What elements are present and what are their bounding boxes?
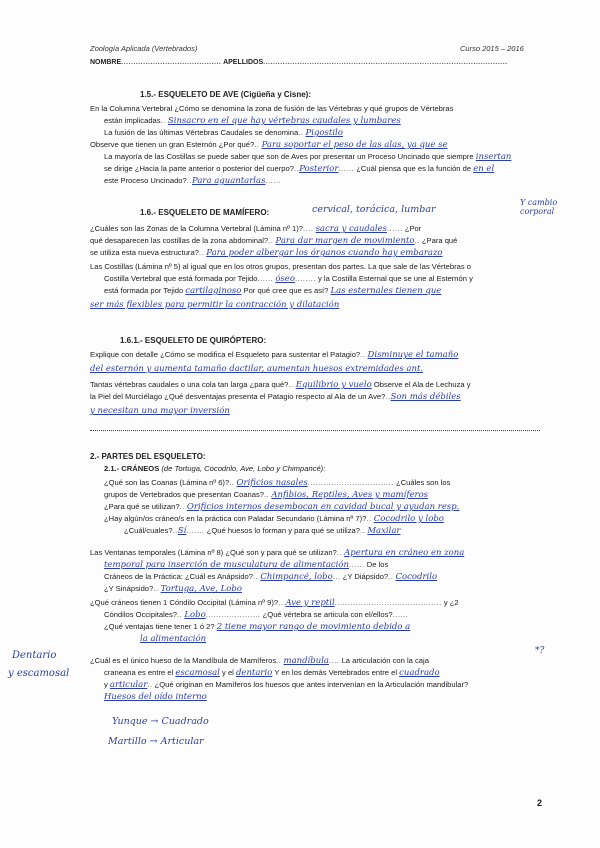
answer-2-2: Anfibios, Reptiles, Aves y mamíferos [271,490,429,500]
answer-1-5-1: Sinsacro en el que hay vértebras caudales y lumbares [167,116,401,126]
answer-2-3: Orificios internos desembocan en cavidad bucal y ayudan resp. [186,502,460,512]
answer-1-6-1-1: Disminuye el tamaño [367,350,459,360]
answer-1-6-6: cartilaginoso [185,286,242,296]
note-martillo: Martillo → Articular [108,736,204,747]
section-1-6-title: 1.6.- ESQUELETO DE MAMÍFERO: [140,208,270,217]
answer-2-15: escamosal [175,668,220,678]
margin-note-dentario: Dentario [12,650,57,661]
answer-1-6-1-5: y necesitan una mayor inversión [90,406,230,416]
q-1-6-1-5 [90,406,230,416]
answer-2-4: Cocodrilo y lobo [373,514,444,524]
answer-1-5-2: Pigostilo [305,128,343,138]
answer-1-6-1-4: Son más débiles [390,392,461,402]
q-2-5: ¿Cuál/cuales?..Sí....... ¿Qué huesos lo forman y para qué se utiliza?.. Maxilar [124,526,401,536]
q-1-6-7 [90,300,339,310]
q-1-6-4: Las Costillas (Lámina nº 5) al igual que en los otros grupos, presentan dos partes. La que sale de las Vértebras o [90,262,471,271]
q-1-6-5: Costilla Vertebral que está formada por Tejido...... óseo........ y la Costilla Esternal que se une al Esternón y [104,274,473,284]
answer-1-5-5: Posterior [299,164,339,174]
margin-note-escamosal: y escamosal [8,668,70,679]
answer-1-6-6b: Las esternales tienen que [330,286,442,296]
answer-2-16: articular [109,680,148,690]
q-1-6-6: está formada por Tejido cartilaginoso Por qué cree que es así? Las esternales tienen que [104,286,442,296]
answer-2-8b: Cocodrilo [395,572,438,582]
q-2-15: craneana es entre el escamosal y el dentario Y en los demás Vertebrados entre el cuadrado [104,668,440,678]
answer-2-6: Apertura en cráneo en zona [344,548,465,558]
answer-2-5: Sí [177,526,187,536]
answer-2-7: temporal para inserción de musculatura de alimentación [104,560,349,570]
q-2-16: y articular.. ¿Qué originan en Mamíferos los huesos que antes intervenían en la Articulación mandibular? [104,680,469,690]
answer-2-8: Chimpancé, lobo [260,572,333,582]
q-1-5-4: La mayoría de las Costillas se puede saber que son de Aves por presentar un Proceso Uncinado que siempre insertan [104,152,512,162]
section-2-title: 2.- PARTES DEL ESQUELETO: [90,452,206,461]
q-2-11: Cóndilos Occipitales?.. Lobo..................... ¿Qué vértebra se articula con el/ellos?...... [104,610,409,620]
surname-label: APELLIDOS [223,59,264,66]
q-2-2: grupos de Vertebrados que presentan Coanas?.. Anfibios, Reptiles, Aves y mamíferos [104,490,429,500]
q-2-8: Cráneos de la Práctica: ¿Cuál es Anápsido?.. Chimpancé, lobo... ¿Y Diápsido?.. Cocodrilo [104,572,438,582]
q-2-12: ¿Qué ventajas tiene tener 1 ó 2? 2 tiene mayor rango de movimiento debido a [104,622,411,632]
q-1-6-1-4: la Piel del Murciélago ¿Qué desventajas presenta el Patagio respecto al Ala de un Ave?..Son más débiles [90,392,461,402]
q-1-5-1: En la Columna Vertebral ¿Cómo se denomina la zona de fusión de las Vértebras y qué grupos de Vértebras [90,104,454,113]
q-1-6-3: se utiliza esta nueva estructura?.. Para poder albergar los órganos cuando hay embarazo [90,248,443,258]
answer-2-5b: Maxilar [367,526,401,536]
answer-1-6-0: cervical, torácica, lumbar [312,204,436,215]
answer-2-17: Huesos del oído interno [104,692,207,702]
answer-2-12: 2 tiene mayor rango de movimiento debido a [216,622,411,632]
q-1-6-1-2 [90,364,423,374]
answer-2-1: Orificios nasales [236,478,308,488]
q-1-6-2: qué desaparecen las costillas de la zona abdominal?.. Para dar margen de movimiento.. ¿Para qué [90,236,458,246]
section-2-1-title: 2.1.- CRÁNEOS (de Tortuga, Cocodrilo, Ave, Lobo y Chimpancé): [104,464,326,473]
q-2-6: Las Ventanas temporales (Lámina nº 8) ¿Qué son y para qué se utilizan?.. Apertura en cráneo en zona [90,548,465,558]
separator-line [90,430,540,431]
course-subject: Zoología Aplicada (Vertebrados) [90,44,198,53]
q-1-5-3: Observe que tienen un gran Esternón ¿Por qué?.. Para soportar el peso de las alas, ya que se [90,140,448,150]
answer-1-6-7: ser más flexibles para permitir la contracción y dilatación [90,300,340,310]
q-2-10: ¿Qué cráneos tienen 1 Cóndilo Occipital (Lámina nº 9)?.. Ave y reptil......................................... y ¿2 [90,598,459,608]
q-1-5-1b: están implicadas.. Sinsacro en el que hay vértebras caudales y lumbares [104,116,401,126]
name-label: NOMBRE [90,59,122,66]
q-1-6-1: ¿Cuáles son las Zonas de la Columna Vertebral (Lámina nº 1)?.... sacra y caudales...... ¿Por [90,224,422,234]
q-2-1: ¿Qué son las Coanas (Lámina nº 6)?.. Orificios nasales................................. ¿Cuáles son los [104,478,451,488]
q-2-13 [140,634,206,644]
section-1-6-1-title: 1.6.1.- ESQUELETO DE QUIRÓPTERO: [120,336,267,345]
q-1-5-6: este Proceso Uncinado?..Para aguantarlas...... [104,176,282,186]
q-2-7: temporal para inserción de musculatura de alimentación...... De los [104,560,389,570]
answer-2-11: Lobo [184,610,206,620]
q-1-5-2: La fusión de las últimas Vértebras Caudales se denomina.. Pigostilo [104,128,343,138]
q-1-6-1-1: Explique con detalle ¿Cómo se modifica el Esqueleto para sustentar el Patagio?.. Disminuye el tamaño [90,350,459,360]
answer-2-13: la alimentación [140,634,207,644]
answer-1-6-2: Para dar margen de movimiento [275,236,415,246]
course-year: Curso 2015 – 2016 [460,44,524,53]
answer-2-15m: dentario [235,668,273,678]
answer-2-14: mandíbula [283,656,329,666]
q-2-9: ¿Y Sinápsido?.. Tortuga, Ave, Lobo [104,584,242,594]
answer-2-15b: cuadrado [399,668,440,678]
answer-1-5-3: Para soportar el peso de las alas, ya que se [261,140,448,150]
q-1-5-5: se dirige ¿Hacia la parte anterior o posterior del cuerpo?..Posterior...... ¿Cuál piensa que es la función de en el [104,164,495,174]
q-2-17 [104,692,207,702]
q-2-4: ¿Hay algún/os cráneo/s en la práctica con Paladar Secundario (Lámina nº 7)?.. Cocodrilo y lobo [104,514,444,524]
answer-1-6-1-3: Equilibrio y vuelo [295,380,372,390]
page-number: 2 [536,798,542,808]
answer-1-5-5b: en el [473,164,495,174]
note-yunque: Yunque → Cuadrado [112,716,209,727]
answer-2-9: Tortuga, Ave, Lobo [160,584,242,594]
answer-2-10: Ave y reptil [285,598,335,608]
answer-1-5-4: insertan [475,152,512,162]
margin-star: *? [535,646,545,656]
q-2-14: ¿Cuál es el único hueso de la Mandíbula de Mamíferos.. mandíbula.... La articulación con la caja [90,656,429,666]
q-2-3: ¿Para qué se utilizan?.. Orificios internos desembocan en cavidad bucal y ayudan resp. [104,502,460,512]
answer-1-5-6: Para aguantarlas [191,176,266,186]
answer-1-6-1: sacra y caudales [315,224,388,234]
section-1-5-title: 1.5.- ESQUELETO DE AVE (Cigüeña y Cisne): [140,90,311,99]
answer-1-6-0b: Y cambio corporal [520,198,558,216]
q-1-6-1-3: Tantas vértebras caudales o una cola tan larga ¿para qué?.. Equilibrio y vuelo Observe el Ala de Lechuza y [90,380,471,390]
name-field-row: NOMBRE......................................... APELLIDOS.................................................................................................... [90,59,508,66]
answer-1-6-5: óseo [275,274,295,284]
answer-1-6-1-2: del esternón y aumenta tamaño dactilar, aumentan huesos extremidades ant. [90,364,424,374]
answer-1-6-3: Para poder albergar los órganos cuando hay embarazo [206,248,443,258]
